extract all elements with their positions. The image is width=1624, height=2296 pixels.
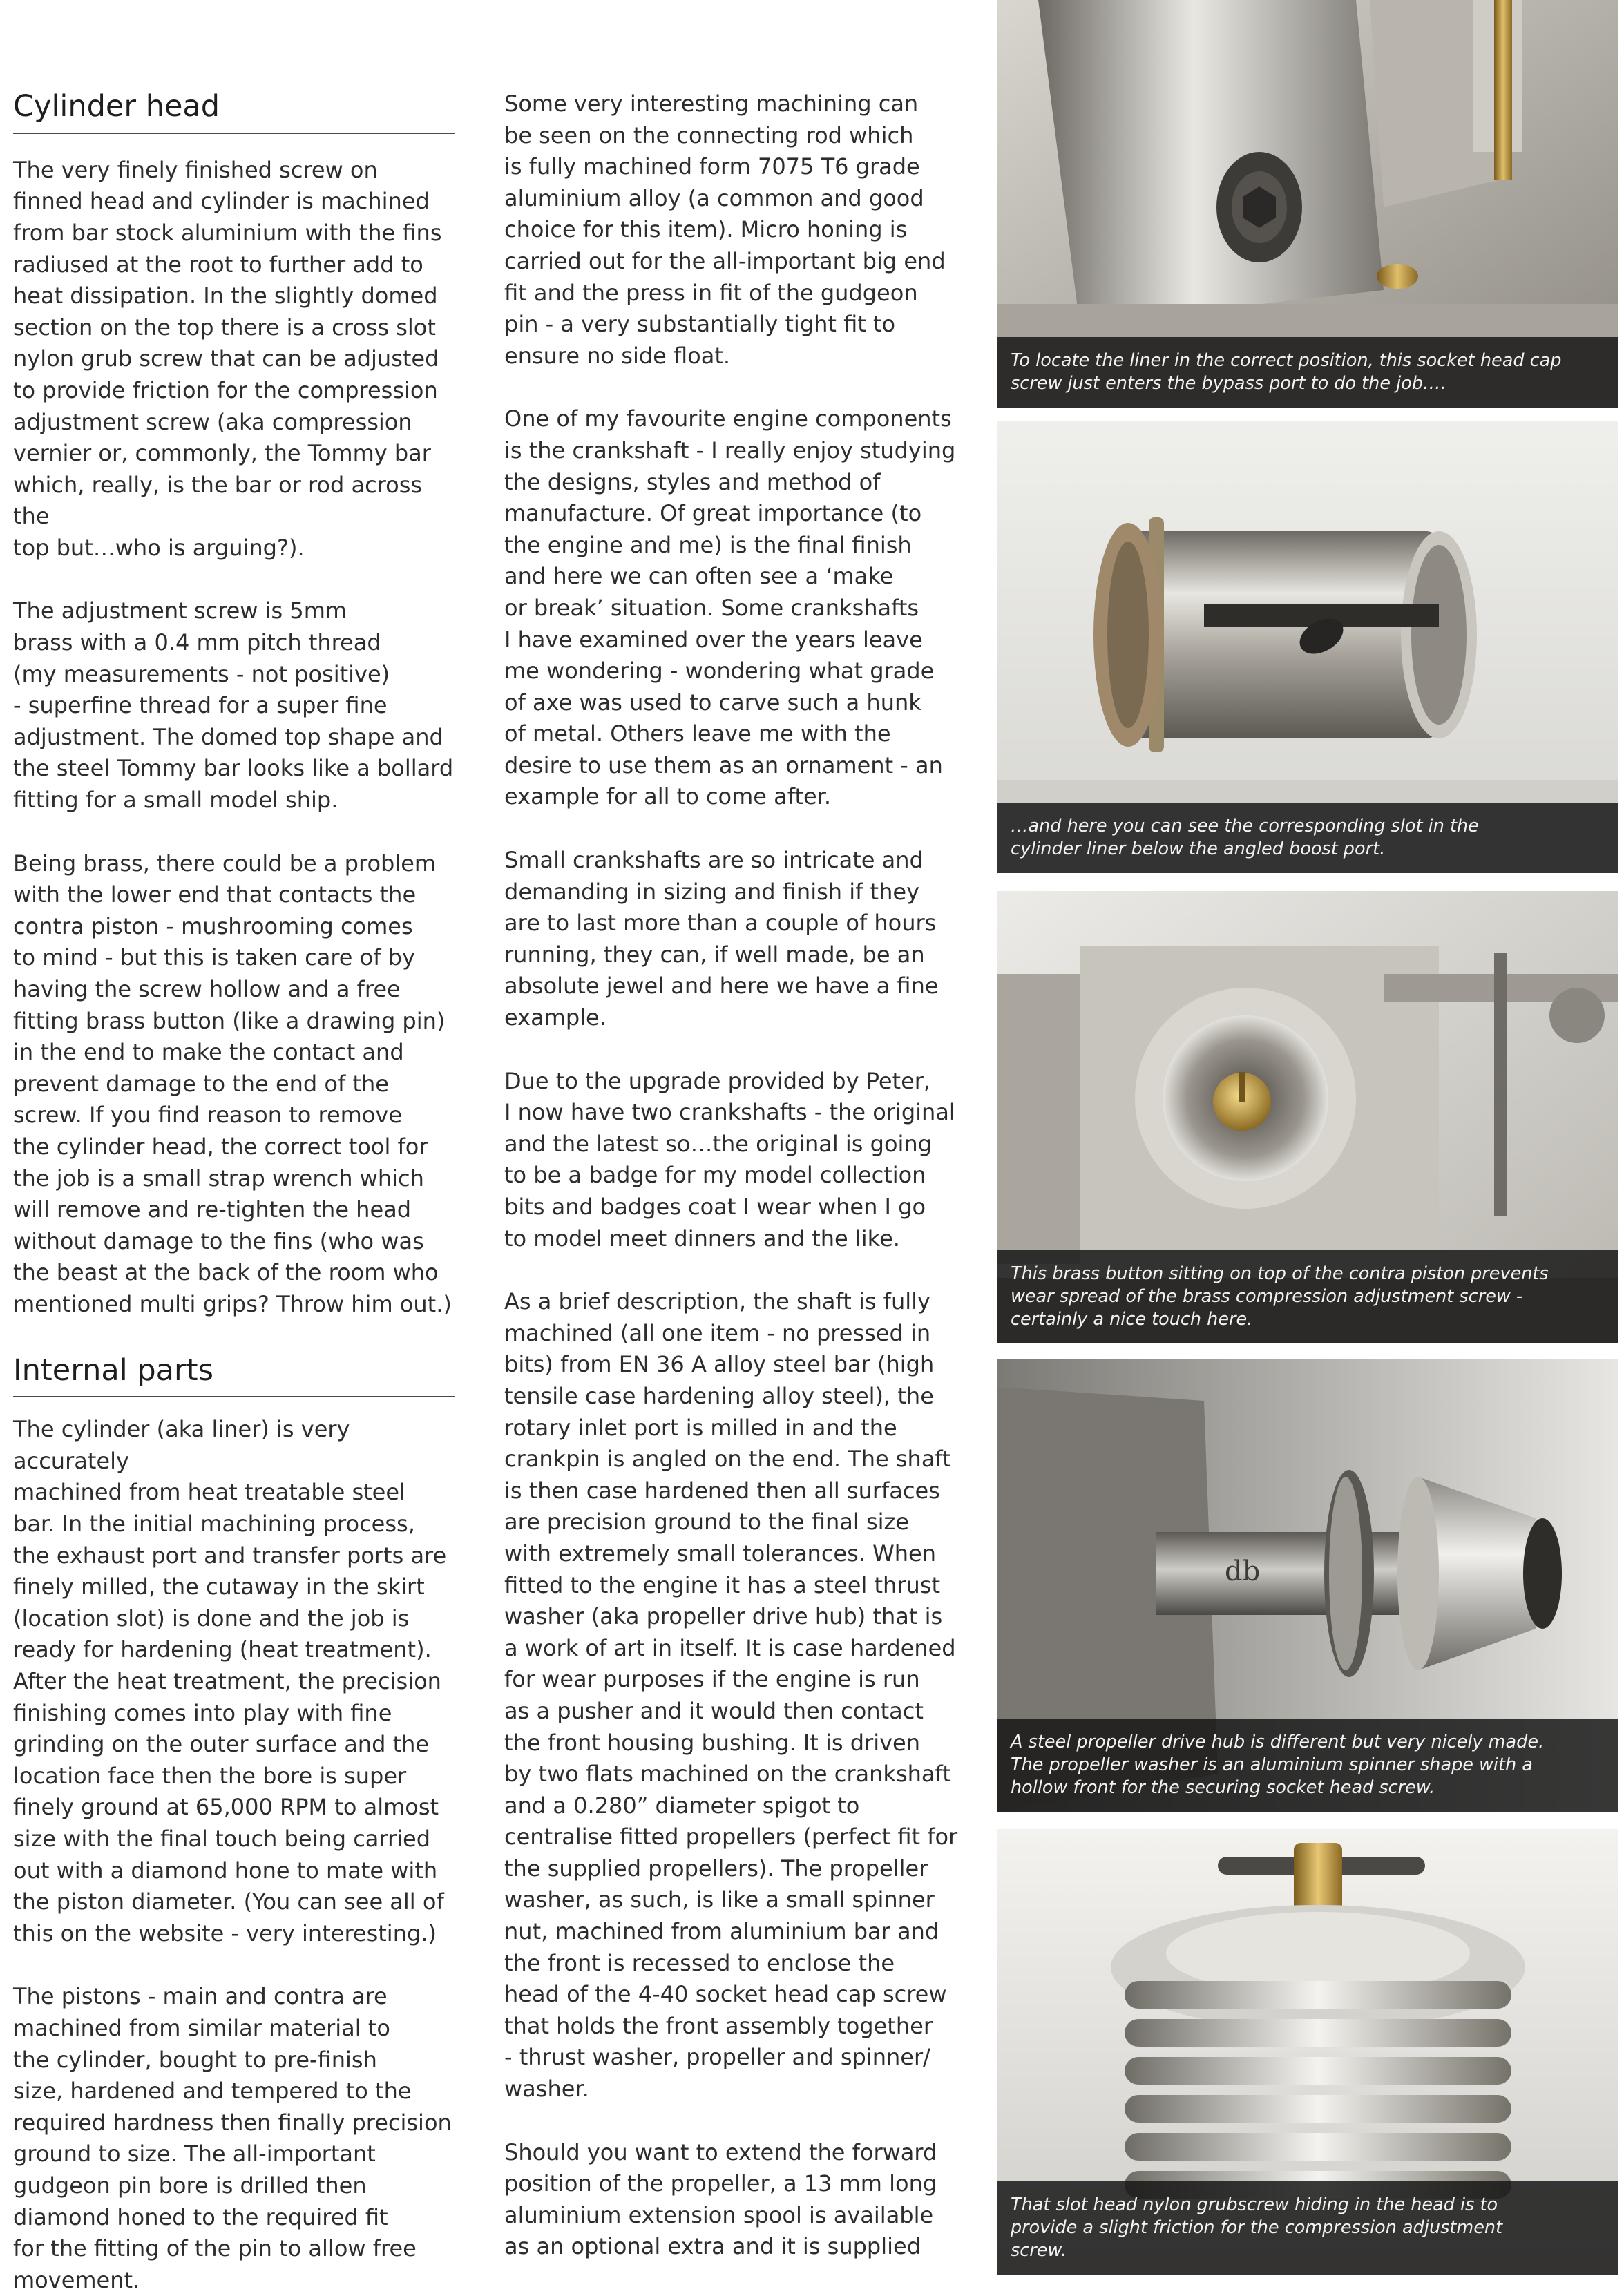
caption-3: This brass button sitting on top of the contra piston prevents wear spread of the brass compression adjustment screw - certainly a nice touch here. bbox=[997, 1250, 1618, 1343]
shaft-description-paragraph: As a brief description, the shaft is fully machined (all one item - no pressed in bits) from EN 36 A alloy steel bar (high tensile case hardening alloy steel), the rotary inlet port is milled in and the crankpin is angled on the end. The shaft is then case hardened then all surfaces are precision ground to the final size with extremely small tolerances. When fitted to the engine it has a steel thrust washer (aka propeller drive hub) that is a work of art in itself. It is case hardened for wear purposes if the engine is run as a pusher and it would then contact the front housing bushing. It is driven by two flats machined on the crankshaft and a 0.280” diameter spigot to centralise fitted propellers (perfect fit for the supplied propellers). The propeller washer, as such, is like a small spinner nut, machined from aluminium bar and the front is recessed to enclose the head of the 4-40 socket head cap screw that holds the front assembly together - thrust washer, propeller and spinner/ washer. bbox=[504, 1288, 958, 2103]
photo-liner-locating-screw bbox=[997, 0, 1618, 408]
photo-cylinder-liner bbox=[997, 421, 1618, 873]
cylinder-head-paragraph-1: The very finely finished screw on finned head and cylinder is machined from bar stock aluminium with the fins radiused at the root to further add to heat dissipation. In the slightly domed section on the top there is a cross slot nylon grub screw that can be adjusted to provide friction for the compression adjustment screw (aka compression vernier or, commonly, the Tommy bar which, really, is the bar or rod across the top but…who is arguing?). bbox=[13, 156, 442, 561]
internal-parts-paragraph-1: The cylinder (aka liner) is very accurately machined from heat treatable steel bar. In the initial machining process, the exhaust port and transfer ports are finely milled, the cutaway in the skirt (location slot) is done and the job is ready for hardening (heat treatment). After the heat treatment, the precision finishing comes into play with fine grinding on the outer surface and the location face then the bore is super finely ground at 65,000 RPM to almost size with the final touch being carried out with a diamond hone to mate with the piston diameter. (You can see all of this on the website - very interesting.) bbox=[13, 1416, 447, 1946]
caption-2: …and here you can see the corresponding slot in the cylinder liner below the angled boost port. bbox=[997, 803, 1618, 873]
cylinder-head-paragraph-2: The adjustment screw is 5mm brass with a 0.4 mm pitch thread (my measurements - not positive) - superfine thread for a super fine adjustment. The domed top shape and the steel Tommy bar looks like a bollard fitting for a small model ship. bbox=[13, 597, 454, 814]
extension-spool-paragraph: Should you want to extend the forward position of the propeller, a 13 mm long aluminium extension spool is available as an optional extra and it is supplied bbox=[504, 2139, 937, 2260]
photo-propeller-drive-hub bbox=[997, 1359, 1618, 1812]
internal-parts-heading: Internal parts bbox=[13, 1352, 455, 1398]
middle-column bbox=[504, 0, 960, 2263]
left-column bbox=[13, 0, 455, 2296]
svg-text:db: db bbox=[1225, 1556, 1261, 1587]
small-crankshafts-paragraph: Small crankshafts are so intricate and demanding in sizing and finish if they are to last more than a couple of hours running, they can, if well made, be an absolute jewel and here we have a fine example. bbox=[504, 847, 939, 1031]
caption-5: That slot head nylon grubscrew hiding in the head is to provide a slight friction for the compression adjustment screw. bbox=[997, 2181, 1618, 2275]
caption-4: A steel propeller drive hub is different but very nicely made. The propeller washer is an aluminium spinner shape with a hollow front for the securing socket head screw. bbox=[997, 1719, 1618, 1812]
crankshaft-intro-paragraph: One of my favourite engine components is the crankshaft - I really enjoy studying the designs, styles and method of manufacture. Of great importance (to the engine and me) is the final finish and here we can often see a ‘make or break’ situation. Some crankshafts I have examined over the years leave me wondering - wondering what grade of axe was used to carve such a hunk of metal. Others leave me with the desire to use them as an ornament - an example for all to come after. bbox=[504, 405, 956, 810]
photo-cylinder-head bbox=[997, 1829, 1618, 2275]
cylinder-head-paragraph-3: Being brass, there could be a problem with the lower end that contacts the contra piston - mushrooming comes to mind - but this is taken care of by having the screw hollow and a free fitting brass button (like a drawing pin) in the end to make the contact and prevent damage to the end of the screw. If you find reason to remove the cylinder head, the correct tool for the job is a small strap wrench which will remove and re-tighten the head without damage to the fins (who was the beast at the back of the room who mentioned multi grips? Throw him out.) bbox=[13, 850, 452, 1317]
internal-parts-paragraph-2: The pistons - main and contra are machined from similar material to the cylinder, bought to pre-finish size, hardened and tempered to the required hardness then finally precision ground to size. The all-important gudgeon pin bore is drilled then diamond honed to the required fit for the fitting of the pin to allow free movement. bbox=[13, 1983, 452, 2293]
photo-brass-button bbox=[997, 891, 1618, 1343]
connecting-rod-paragraph: Some very interesting machining can be seen on the connecting rod which is fully machined form 7075 T6 grade aluminium alloy (a common and good choice for this item). Micro honing is carried out for the all-important big end fit and the press in fit of the gudgeon pin - a very substantially tight fit to ensure no side float. bbox=[504, 90, 946, 369]
caption-1: To locate the liner in the correct position, this socket head cap screw just enters the bypass port to do the job…. bbox=[997, 337, 1618, 408]
cylinder-head-heading: Cylinder head bbox=[13, 88, 455, 134]
upgrade-paragraph: Due to the upgrade provided by Peter, I now have two crankshafts - the original and the latest so…the original is going to be a badge for my model collection bits and badges coat I wear when I go to model meet dinners and the like. bbox=[504, 1067, 955, 1252]
